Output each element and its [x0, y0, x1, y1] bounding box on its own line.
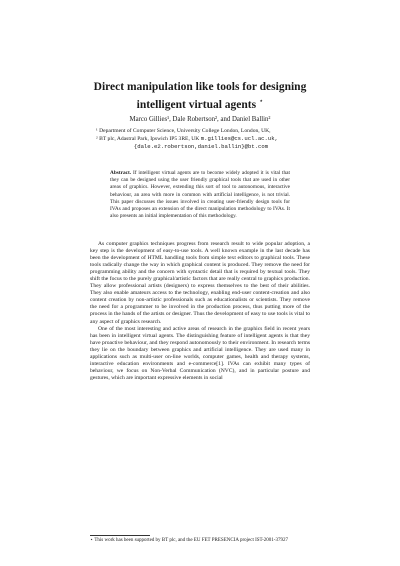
- abstract-text: If intelligent virtual agents are to become widely adopted it is vital that they can be designed using the user friendly graphical tools that are used in other areas of graphics. However, extending this sort of tool to autonomous, interactive behaviour, an area with more in common with artificial intelligence, is not trivial. This paper discusses the issues involved in creating user-friendly design tools for IVAs and proposes an extension of the direct manipulation methodology to IVAs. It also presents an initial implementation of this methodology.: [110, 170, 291, 220]
- affiliation-line-1: ¹ Department of Computer Science, University College London, London, UK,: [96, 128, 271, 134]
- footnote-mark: ⋆: [90, 538, 94, 543]
- title-line-2: [60, 94, 340, 112]
- title-line-2-text: intelligent virtual agents: [136, 98, 257, 111]
- abstract-label: Abstract.: [110, 170, 132, 176]
- body-paragraph-2: One of the most interesting and active areas of research in the graphics field in recent years has been in intelligent virtual agents. The distinguishing feature of intelligent agents is that they have proactive behaviour, and they respond autonomously to their environment. In research terms they lie on the boundary between graphics and artificial intelligence. They are used many in applications such as multi-user on-line worlds, computer games, health and therapy systems, interactive education environments and e-commerce[1]. IVAs can exhibit many types of behaviour, we focus on Non-Verbal Communication (NVC), and in particular posture and gestures, which are important expressive elements in social: [90, 325, 310, 381]
- footnote-rule: [90, 535, 150, 536]
- title-line-1: Direct manipulation like tools for designing: [93, 81, 307, 93]
- affiliation-line-2-text: ² BT plc, Adastral Park, Ipswich IP5 3RE, UK: [96, 136, 200, 143]
- footnote-text: This work has been supported by BT plc, and the EU FET PRESENCIA project IST-2001-37927: [94, 538, 288, 543]
- paper-title: [60, 80, 340, 112]
- title-footnote-mark: ⋆: [258, 97, 264, 105]
- email-2: {dale.e2.robertson,daniel.ballin}@bt.com: [133, 143, 269, 151]
- email-1: m.gillies@cs.ucl.ac.uk,: [200, 135, 278, 143]
- footnote: [90, 538, 310, 545]
- affiliation-line-2: [96, 135, 306, 143]
- author-list: Marco Gillies¹, Dale Robertson², and Daniel Ballin²: [129, 116, 271, 123]
- affiliations: [96, 128, 306, 151]
- body-text: [90, 241, 310, 382]
- body-paragraph-1: As computer graphics techniques progress from research result to wide popular adoption, a key step is the development of easy-to-use tools. A well known example in the last decade has been the development of HTML handling tools from simple text editors to graphical tools. These tools radically change the way in which graphical content is produced. They remove the need for programming ability and the concern with syntactic detail that is required by textual tools. They shift the focus to the purely graphical/artistic factors that are really central to graphics production. They allow professional artists (designers) to express themselves to the best of their abilities. They also enable amateurs access to the technology, enabling end-user content-creation and also content creation by non-artistic professionals such as educationalists or scientists. They remove the need for a programmer to be involved in the production process, thus putting more of the process in the hands of the artists or designer. Thus the development of easy to use tools is vital to any aspect of graphics research.: [90, 241, 310, 325]
- abstract: [110, 170, 290, 220]
